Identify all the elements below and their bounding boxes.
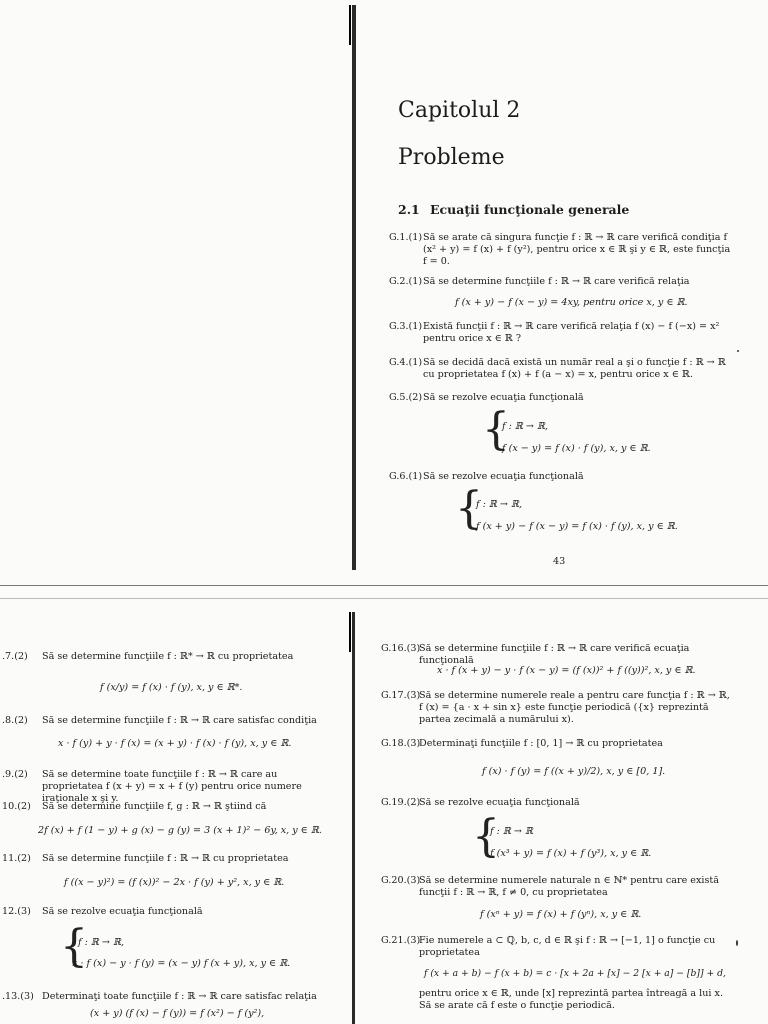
problem-formula: f (x + a + b) − f (x + b) = c · [x + 2a + [x] − 2 [x + a] − [b]] + d, — [424, 968, 726, 979]
problem-label: G.21.(3) — [381, 935, 421, 946]
problem-item — [2, 769, 332, 804]
problem-item — [381, 875, 733, 901]
problem-label: G.18.(3) — [381, 738, 421, 749]
system-line-2: f (x + y) − f (x − y) = f (x) · f (y), x, y ∈ ℝ. — [476, 521, 678, 532]
problem-item — [381, 797, 733, 811]
problem-text: pentru orice x ∈ ℝ, unde [x] reprezintă partea întreagă a lui x. Să se arate că f este o funcţie periodică. — [419, 988, 723, 1011]
system-brace: { — [455, 483, 483, 534]
problem-item — [389, 357, 734, 383]
section-heading — [398, 202, 629, 217]
problem-formula: f (x + y) − f (x − y) = 4xy, pentru orice x, y ∈ ℝ. — [455, 297, 688, 308]
problem-text: Să se determine numerele reale a pentru care funcţia f : ℝ → ℝ, f (x) = {a · x + sin x} este funcţie periodică ({x} reprezintă partea zecimală a numărului x). — [419, 690, 730, 725]
system-line-1: f : ℝ → ℝ, — [476, 499, 523, 510]
problem-text: Fie numerele a ⊂ ℚ, b, c, d ∈ ℝ şi f : ℝ → [−1, 1] o funcţie cu proprietatea — [419, 935, 716, 958]
problem-text: Să se determine funcţiile f : ℝ → ℝ cu proprietatea — [42, 853, 289, 864]
chapter-title: Probleme — [398, 145, 505, 170]
problem-label: G.4.(1) — [389, 357, 423, 368]
problem-text: Să se arate că singura funcţie f : ℝ → ℝ care verifică condiţia f (x² + y) = f (x) + f (y²), pentru orice x ∈ ℝ şi y ∈ ℝ, este funcţia f = 0. — [423, 232, 731, 267]
problem-item — [2, 991, 332, 1005]
problem-text: Să se determine toate funcţiile f : ℝ → ℝ care au proprietatea f (x + y) = x + f (y) pentru orice numere iraţionale x şi y. — [42, 769, 302, 804]
system-line-2: f (x³ + y) = f (x) + f (y³), x, y ∈ ℝ. — [490, 848, 652, 859]
problem-formula: f (xⁿ + y) = f (x) + f (yⁿ), x, y ∈ ℝ. — [480, 909, 642, 920]
problem-label: .9.(2) — [2, 769, 28, 780]
problem-item — [389, 232, 734, 272]
problem-text: Să se determine funcţiile f : ℝ → ℝ care verifică relaţia — [423, 276, 690, 287]
problem-label: G.5.(2) — [389, 392, 423, 403]
problem-text: Să se determine funcţiile f : ℝ* → ℝ cu proprietatea — [42, 651, 294, 662]
problem-text: Să se determine funcţiile f : ℝ → ℝ care satisfac condiţia — [42, 715, 317, 726]
section-number: 2.1 — [398, 202, 420, 217]
problem-text: Să se decidă dacă există un număr real a şi o funcţie f : ℝ → ℝ cu proprietatea f (x) + f (a − x) = x, pentru orice x ∈ ℝ. — [423, 357, 726, 380]
problem-item — [381, 738, 733, 752]
problem-item — [389, 471, 734, 485]
book-spine-bottom-mark — [349, 612, 351, 652]
problem-text: Determinaţi funcţiile f : [0, 1] → ℝ cu proprietatea — [419, 738, 663, 749]
problem-label: G.17.(3) — [381, 690, 421, 701]
problem-text: Să se rezolve ecuaţia funcţională — [423, 392, 584, 403]
system-line-2: f (x − y) = f (x) · f (y), x, y ∈ ℝ. — [502, 443, 651, 454]
book-spine-bottom — [352, 612, 355, 1024]
problem-text: Să se determine funcţiile f, g : ℝ → ℝ ştiind că — [42, 801, 267, 812]
problem-item — [2, 801, 332, 815]
scan-speck — [736, 940, 738, 946]
problem-label: .7.(2) — [2, 651, 28, 662]
problem-label: G.3.(1) — [389, 321, 423, 332]
problem-text: Să se rezolve ecuaţia funcţională — [423, 471, 584, 482]
problem-formula: x · f (y) + y · f (x) = (x + y) · f (x) · f (y), x, y ∈ ℝ. — [58, 738, 292, 749]
book-spine-top — [352, 5, 356, 570]
problem-item — [389, 392, 734, 406]
system-line-1: f : ℝ → ℝ, — [78, 937, 125, 948]
problem-text: Să se rezolve ecuaţia funcţională — [419, 797, 580, 808]
problem-label: G.6.(1) — [389, 471, 423, 482]
problem-formula: f (x) · f (y) = f ((x + y)/2), x, y ∈ [0, 1]. — [482, 766, 666, 777]
problem-item — [389, 276, 734, 290]
problem-label: 12.(3) — [2, 906, 31, 917]
system-brace: { — [472, 811, 500, 862]
section-title: Ecuaţii funcţionale generale — [430, 202, 630, 217]
problem-formula: (x + y) (f (x) − f (y)) = f (x²) − f (y²), — [90, 1008, 265, 1019]
problem-formula: 2f (x) + f (1 − y) + g (x) − g (y) = 3 (x + 1)² − 6y, x, y ∈ ℝ. — [38, 825, 322, 836]
problem-item — [381, 935, 733, 961]
problem-text: Să se determine numerele naturale n ∈ ℕ* pentru care există funcţii f : ℝ → ℝ, f ≠ 0, cu proprietatea — [419, 875, 719, 898]
problem-formula: f (x/y) = f (x) · f (y), x, y ∈ ℝ*. — [100, 682, 243, 693]
system-line-1: f : ℝ → ℝ — [490, 826, 533, 837]
problem-label: G.20.(3) — [381, 875, 421, 886]
problem-text: Să se rezolve ecuaţia funcţională — [42, 906, 203, 917]
page-number: 43 — [553, 556, 566, 567]
book-spine-top-mark — [349, 5, 351, 45]
system-brace: { — [482, 404, 510, 455]
problem-label: G.19.(2) — [381, 797, 421, 808]
problem-label: 11.(2) — [2, 853, 31, 864]
scan-speck — [737, 350, 739, 352]
problem-formula: f ((x − y)²) = (f (x))² − 2x · f (y) + y², x, y ∈ ℝ. — [64, 877, 285, 888]
problem-label: 10.(2) — [2, 801, 31, 812]
problem-label: .13.(3) — [2, 991, 34, 1002]
problem-item — [2, 715, 332, 729]
problem-label: G.1.(1) — [389, 232, 423, 243]
problem-item — [381, 643, 733, 666]
page-fold-line — [0, 585, 768, 586]
problem-item — [381, 690, 733, 728]
problem-continuation — [419, 988, 733, 1014]
system-line-2: x · f (x) − y · f (y) = (x − y) f (x + y), x, y ∈ ℝ. — [72, 958, 291, 969]
problem-text: Să se determine funcţiile f : ℝ → ℝ care verifică ecuaţia funcţională — [419, 643, 690, 666]
problem-item — [389, 321, 734, 347]
problem-item — [2, 651, 332, 665]
system-brace: { — [60, 921, 88, 972]
system-line-1: f : ℝ → ℝ, — [502, 421, 549, 432]
problem-formula: x · f (x + y) − y · f (x − y) = (f (x))² + f ((y))², x, y ∈ ℝ. — [437, 665, 696, 676]
problem-text: Determinaţi toate funcţiile f : ℝ → ℝ care satisfac relaţia — [42, 991, 317, 1002]
problem-label: .8.(2) — [2, 715, 28, 726]
problem-text: Există funcţii f : ℝ → ℝ care verifică relaţia f (x) − f (−x) = x² pentru orice x ∈ ℝ ? — [423, 321, 720, 344]
page-fold-shadow — [0, 598, 768, 599]
problem-item — [2, 853, 332, 867]
chapter-label: Capitolul 2 — [398, 98, 521, 123]
problem-item — [2, 906, 332, 920]
problem-label: G.16.(3) — [381, 643, 421, 654]
problem-label: G.2.(1) — [389, 276, 423, 287]
